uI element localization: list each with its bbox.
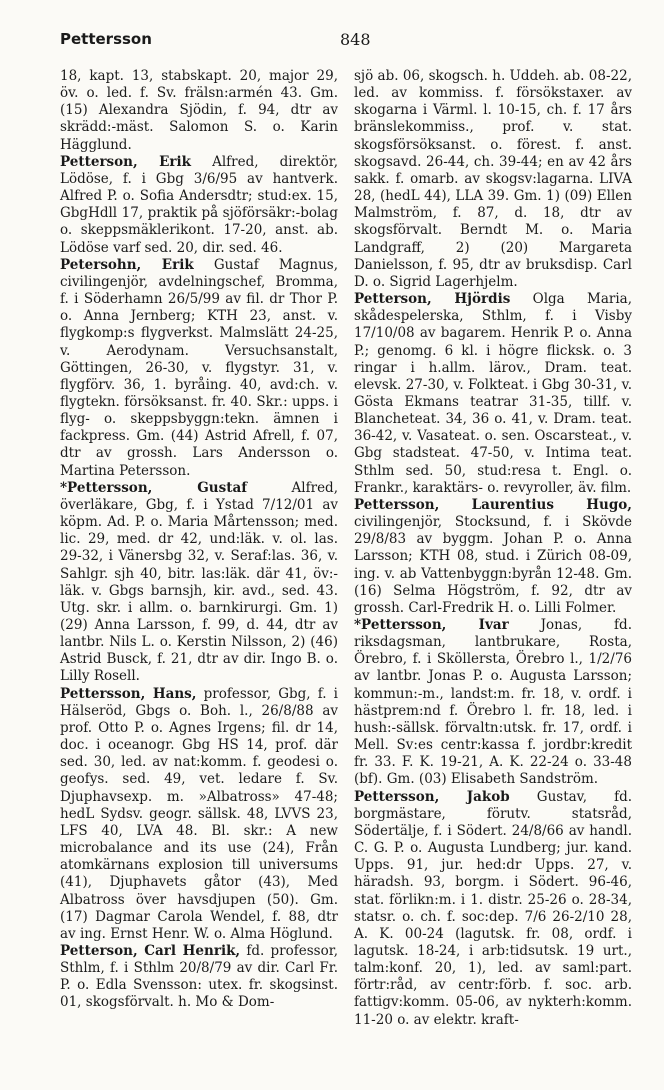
entry-text: professor, Gbg, f. i Hälseröd, Gbgs o. Boh. l., 26/8/88 av prof. Otto P. o. Agnes Irgens; fil. dr 14, doc. i oceanogr. Gbg HS 14, prof. där sed. 30, led. av nat:komm. f. geodesi o. geofys. sed. 49, vet. ledare f. Sv. Djuphavsexp. m. »Albatross» 47-48; hedL Sydsv. geogr. sällsk. 48, LVVS 23, LFS 40, LVA 48. Bl. skr.: A new microbalance and its use (24), Från atomkärnans explosion till universums (41), Djuphavets gåtor (43), Med Albatross över havsdjupen (50). Gm. (17) Dagmar Carola Wendel, f. 88, dtr av ing. Ernst Henr. W. o. Alma Höglund. [60,685,338,942]
entry-text: Alfred, överläkare, Gbg, f. i Ystad 7/12/01 av köpm. Ad. P. o. Maria Mårtensson; med. lic. 29, med. dr 42, und:läk. v. ol. las. 29-32, i Vänersbg 32, v. Seraf:las. 36, v. Sahlgr. sjh 40, bitr. las:läk. där 41, öv:-läk. v. Gbgs barnsjh, kir. avd., sed. 43. Utg. skr. i allm. o. barnkirurgi. Gm. 1) (29) Anna Larsson, f. 99, d. 44, dtr av lantbr. Nils L. o. Kerstin Nilsson, 2) (46) Astrid Busck, f. 21, dtr av dir. Ingo B. o. Lilly Rosell. [60,479,338,685]
entry [354,617,632,789]
entry-name: Petterson, Erik [60,153,192,170]
entry-name: Pettersson, Hans, [60,685,197,702]
left-column [60,68,338,1012]
entry-name: Petersohn, Erik [60,256,194,273]
entry [60,68,338,154]
entry-text: fd. professor, Sthlm, f. i Sthlm 20/8/79 av dir. Carl Fr. P. o. Edla Svensson: utex. fr. skogsinst. 01, skogsförvalt. h. Mo & Dom- [60,942,338,1011]
entry [60,480,338,686]
entry-text: 18, kapt. 13, stabskapt. 20, major 29, öv. o. led. f. Sv. frälsn:armén 43. Gm. (15) Alexandra Sjödin, f. 94, dtr av skrädd:-mäst. Salomon S. o. Karin Hägglund. [60,68,338,153]
page-header [60,30,604,54]
entry-text: sjö ab. 06, skogsch. h. Uddeh. ab. 08-22, led. av kommiss. f. försökstaxer. av skogarna i Värml. l. 10-15, ch. f. 17 års bränslekommiss., prof. v. stat. skogsförsöksanst. o. förest. f. anst. skogsavd. 26-44, ch. 39-44; en av 42 års sakk. f. omarb. av skogsv:lagarna. LIVA 28, (hedL 44), LLA 39. Gm. 1) (09) Ellen Malmström, f. 87, d. 18, dtr av skogsförvalt. Berndt M. o. Maria Landgraff, 2) (20) Margareta Danielsson, f. 95, dtr av bruksdisp. Carl D. o. Sigrid Lagerhjelm. [354,68,632,290]
entry-text: civilingenjör, Stocksund, f. i Skövde 29/8/83 av byggm. Johan P. o. Anna Larsson; KTH 08, stud. i Zürich 08-09, ing. v. ab Vattenbyggn:byrån 12-48. Gm. (16) Selma Högström, f. 92, dtr av grossh. Carl-Fredrik H. o. Lilli Folmer. [354,514,632,616]
entry-name: *Pettersson, Ivar [354,617,509,633]
entry-name: Petterson, Carl Henrik, [60,942,241,959]
entry [60,943,338,1012]
entry-text: Gustaf Magnus, civilingenjör, avdelningschef, Bromma, f. i Söderhamn 26/5/99 av fil. dr Thor P. o. Anna Jernberg; KTH 23, anst. v. flygkomp:s flygverkst. Malmslätt 24-25, v. Aerodynam. Versuchsanstalt, Göttingen, 26-30, v. flygstyr. 31, v. flygförv. 36, 1. byråing. 40, avd:ch. v. flygtekn. försöksanst. fr. 40. Skr.: upps. i flyg- o. skeppsbyggn:tekn. ämnen i fackpress. Gm. (44) Astrid Afrell, f. 07, dtr av grossh. Lars Andersson o. Martina Petersson. [60,256,339,479]
entry-name: Petterson, Hjördis [354,291,511,308]
entry [354,68,632,291]
entry-text: Jonas, fd. riksdagsman, lantbrukare, Rosta, Örebro, f. i Sköllersta, Örebro l., 1/2/76 av lantbr. Jonas P. o. Augusta Larsson; kommun:-m., landst:m. fr. 18, v. ordf. i hästprem:nd f. Örebro l. fr. 18, led. i hush:-sällsk. förvaltn:utsk. fr. 17, ordf. i Mell. Sv:es centr:kassa f. jordbr:kredit fr. 33. F. K. 19-21, A. K. 22-24 o. 33-48 (bf). Gm. (03) Elisabeth Sandström. [354,617,632,788]
page-number: 848 [340,30,371,49]
entry-name: Pettersson, Jakob [354,788,510,805]
running-head: Pettersson [60,30,152,48]
right-column [354,68,632,1029]
entry [354,497,632,617]
entry [60,686,338,943]
entry-text: Olga Maria, skådespelerska, Sthlm, f. i Visby 17/10/08 av bagarem. Henrik P. o. Anna P.; genomg. 6 kl. i högre flicksk. o. 3 ringar i h.allm. lärov., Dram. teat. elevsk. 27-30, v. Folkteat. i Gbg 30-31, v. Gösta Ekmans teatrar 31-35, tillf. v. Blancheteat. 34, 36 o. 41, v. Dram. teat. 36-42, v. Vasateat. o. sen. Oscarsteat., v. Gbg stadsteat. 47-50, v. Intima teat. Sthlm sed. 50, stud:resa t. Engl. o. Frankr., karaktärs- o. revyroller, äv. film. [354,291,632,496]
entry-name: *Pettersson, Gustaf [60,479,248,496]
entry-text: Alfred, direktör, Lödöse, f. i Gbg 3/6/95 av hantverk. Alfred P. o. Sofia Andersdtr; stud:ex. 15, GbgHdll 17, praktik på sjöförsäkr:-bolag o. skeppsmäklerikont. 17-20, anst. ab. Lödöse varf sed. 20, dir. sed. 46. [60,153,338,256]
entry [60,257,338,480]
entry-name: Pettersson, Laurentius Hugo, [354,496,632,513]
entry [354,789,632,1029]
entry [354,291,632,497]
entry [60,154,338,257]
entry-text: Gustav, fd. borgmästare, förutv. statsråd, Södertälje, f. i Södert. 24/8/66 av handl. C. G. P. o. Augusta Lundberg; jur. kand. Upps. 91, jur. hed:dr Upps. 27, v. häradsh. 93, borgm. i Södert. 96-46, stat. förlikn:m. i 1. distr. 25-26 o. 28-34, statsr. o. ch. f. soc:dep. 7/6 26-2/10 28, A. K. 00-24 (lagutsk. fr. 08, ordf. i lagutsk. 18-24, i arb:tidsutsk. 19 urt., talm:konf. 20, 1), led. av saml:part. förtr:råd, av centr:förb. f. soc. arb. fattigv:komm. 05-06, av nykterh:komm. 11-20 o. av elektr. kraft- [354,788,633,1028]
